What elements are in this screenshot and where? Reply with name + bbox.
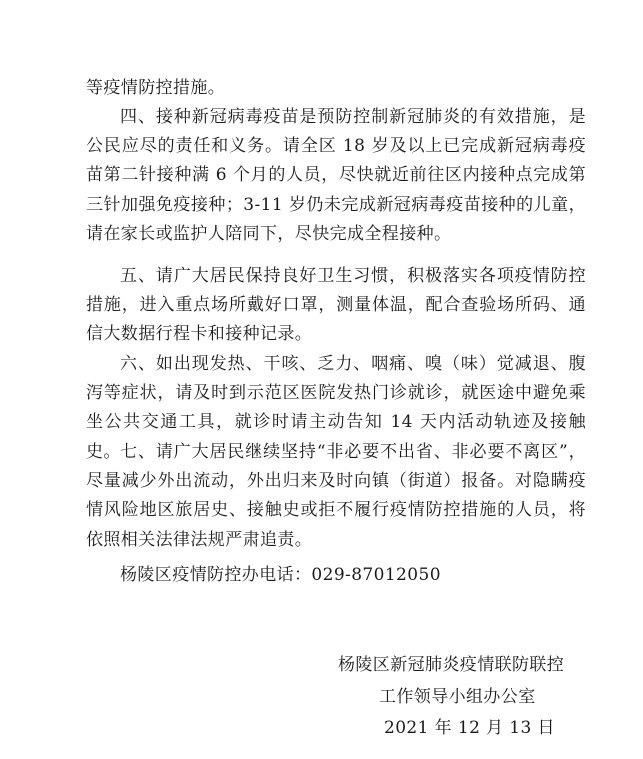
paragraph-item-4-vaccination: 四、接种新冠病毒疫苗是预防控制新冠肺炎的有效措施，是公民应尽的责任和义务。请全区 18 岁及以上已完成新冠病毒疫苗第二针接种满 6 个月的人员，尽快就近前往区内接种点完成第三针加强免疫接种；3-11 岁仍未完成新冠病毒疫苗接种的儿童，请在家长或监护人陪同下，尽快完成全程接种。 [86, 107, 586, 244]
paragraph-continuation: 等疫情防控措施。 [86, 78, 226, 98]
signature-date: 2021 年 12 月 13 日 [384, 718, 555, 738]
signature-org-line2: 工作领导小组办公室 [379, 687, 536, 707]
paragraph-item-6-symptoms: 六、如出现发热、干咳、乏力、咽痛、嗅（味）觉减退、腹泻等症状，请及时到示范区医院发热门诊就诊，就医途中避免乘坐公共交通工具，就诊时请主动告知 14 天内活动轨迹及接触史。 [86, 354, 586, 462]
contact-phone-line: 杨陵区疫情防控办电话：029-87012050 [120, 565, 441, 585]
paragraph-item-7-travel: 七、请广大居民继续坚持“非必要不出省、非必要不离区”，尽量减少外出流动，外出归来及时向镇（街道）报备。对隐瞒疫情风险地区旅居史、接触史或拒不履行疫情防控措施的人员，将依照相关法律法规严肃追责。 [86, 442, 586, 550]
paragraph-item-5-hygiene: 五、请广大居民保持良好卫生习惯，积极落实各项疫情防控措施，进入重点场所戴好口罩，测量体温，配合查验场所码、通信大数据行程卡和接种记录。 [86, 266, 586, 345]
signature-org-line1: 杨陵区新冠肺炎疫情联防联控 [338, 655, 565, 675]
